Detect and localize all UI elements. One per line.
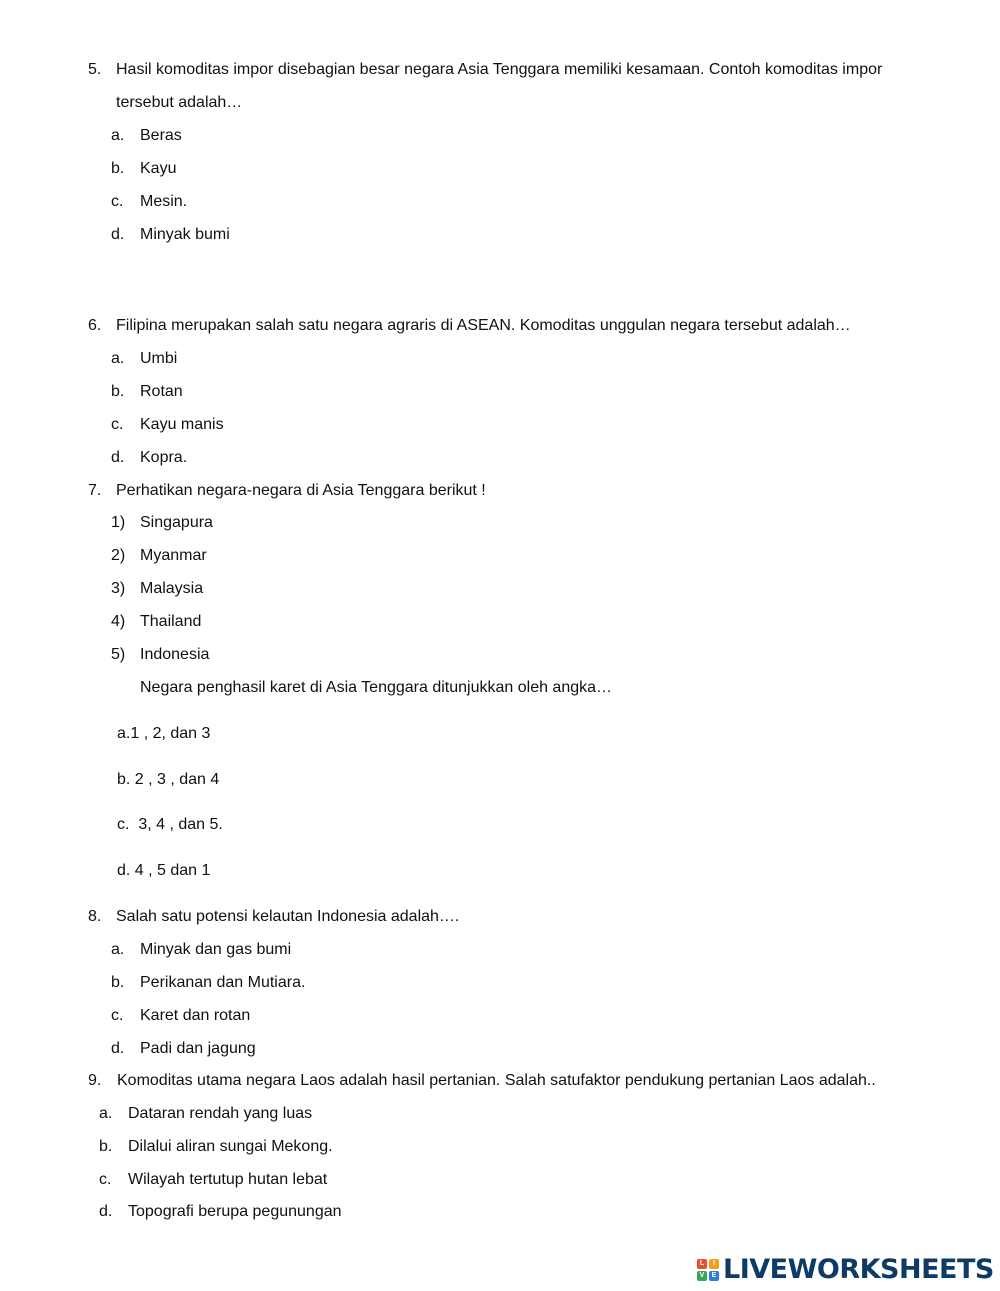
- q7-number: 7.: [88, 482, 102, 499]
- q8-option-a-label: a.: [111, 941, 125, 958]
- logo-tile-l: L: [697, 1259, 707, 1269]
- q6-number: 6.: [88, 317, 102, 334]
- q7-item-3: Malaysia: [140, 580, 204, 597]
- q8-question: Salah satu potensi kelautan Indonesia adalah….: [116, 908, 460, 925]
- q9-option-c-label: c.: [99, 1171, 112, 1188]
- q8-option-a[interactable]: Minyak dan gas bumi: [140, 941, 292, 958]
- liveworksheets-logo: [697, 1255, 994, 1285]
- q7-item-5-label: 5): [111, 646, 126, 663]
- q7-item-2-label: 2): [111, 547, 126, 564]
- logo-tile-i: I: [709, 1259, 719, 1269]
- q7-item-1: Singapura: [140, 514, 213, 531]
- q8-option-c[interactable]: Karet dan rotan: [140, 1007, 251, 1024]
- q5-option-b[interactable]: Kayu: [140, 160, 177, 177]
- q5-number: 5.: [88, 61, 102, 78]
- q9-option-c[interactable]: Wilayah tertutup hutan lebat: [128, 1171, 328, 1188]
- q7-option-b[interactable]: b. 2 , 3 , dan 4: [117, 771, 220, 788]
- q5-option-c[interactable]: Mesin.: [140, 193, 188, 210]
- q7-item-4-label: 4): [111, 613, 126, 630]
- q7-prompt: Negara penghasil karet di Asia Tenggara ditunjukkan oleh angka…: [140, 679, 613, 696]
- q6-option-a-label: a.: [111, 350, 125, 367]
- q7-option-d[interactable]: d. 4 , 5 dan 1: [117, 862, 211, 879]
- q7-item-3-label: 3): [111, 580, 126, 597]
- q5-option-a[interactable]: Beras: [140, 127, 182, 144]
- q6-option-b[interactable]: Rotan: [140, 383, 183, 400]
- q7-option-a[interactable]: a.1 , 2, dan 3: [117, 725, 211, 742]
- q8-option-c-label: c.: [111, 1007, 124, 1024]
- q9-option-a-label: a.: [99, 1105, 113, 1122]
- q6-question: Filipina merupakan salah satu negara agraris di ASEAN. Komoditas unggulan negara tersebut adalah…: [116, 317, 851, 334]
- q5-option-d[interactable]: Minyak bumi: [140, 226, 230, 243]
- q5-question-line1: Hasil komoditas impor disebagian besar negara Asia Tenggara memiliki kesamaan. Contoh komoditas impor: [116, 61, 883, 78]
- q9-option-d[interactable]: Topografi berupa pegunungan: [128, 1203, 342, 1220]
- q9-option-d-label: d.: [99, 1203, 113, 1220]
- q7-item-5: Indonesia: [140, 646, 210, 663]
- q8-option-d[interactable]: Padi dan jagung: [140, 1040, 256, 1057]
- q5-option-a-label: a.: [111, 127, 125, 144]
- q7-option-c[interactable]: c. 3, 4 , dan 5.: [117, 816, 223, 833]
- q7-item-2: Myanmar: [140, 547, 207, 564]
- q7-item-4: Thailand: [140, 613, 202, 630]
- q6-option-d-label: d.: [111, 449, 125, 466]
- q5-option-b-label: b.: [111, 160, 125, 177]
- q6-option-d[interactable]: Kopra.: [140, 449, 188, 466]
- logo-icon: [697, 1259, 719, 1281]
- q9-number: 9.: [88, 1072, 102, 1089]
- q6-option-b-label: b.: [111, 383, 125, 400]
- logo-text: LIVEWORKSHEETS: [723, 1254, 994, 1285]
- q5-option-c-label: c.: [111, 193, 124, 210]
- q6-option-c-label: c.: [111, 416, 124, 433]
- q8-number: 8.: [88, 908, 102, 925]
- q8-option-b[interactable]: Perikanan dan Mutiara.: [140, 974, 306, 991]
- q9-option-b-label: b.: [99, 1138, 113, 1155]
- q5-option-d-label: d.: [111, 226, 125, 243]
- q6-option-c[interactable]: Kayu manis: [140, 416, 224, 433]
- q7-question: Perhatikan negara-negara di Asia Tenggara berikut !: [116, 482, 486, 499]
- q8-option-d-label: d.: [111, 1040, 125, 1057]
- q9-option-a[interactable]: Dataran rendah yang luas: [128, 1105, 313, 1122]
- logo-tile-v: V: [697, 1271, 707, 1281]
- q7-item-1-label: 1): [111, 514, 126, 531]
- q6-option-a[interactable]: Umbi: [140, 350, 178, 367]
- q5-question-line2: tersebut adalah…: [116, 94, 243, 111]
- q9-option-b[interactable]: Dilalui aliran sungai Mekong.: [128, 1138, 333, 1155]
- q9-question: Komoditas utama negara Laos adalah hasil pertanian. Salah satufaktor pendukung pertanian Laos adalah..: [117, 1072, 876, 1089]
- q8-option-b-label: b.: [111, 974, 125, 991]
- logo-tile-e: E: [709, 1271, 719, 1281]
